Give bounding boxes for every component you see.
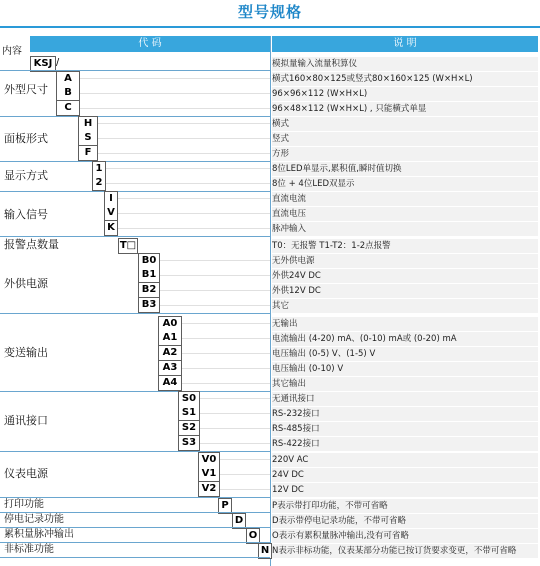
desc-panel-0: 横式 xyxy=(272,116,538,131)
label-panel: 面板形式 xyxy=(4,132,48,145)
code-size-2: C xyxy=(56,101,80,116)
desc-input-2: 脉冲输入 xyxy=(272,221,538,236)
code-print: P xyxy=(218,498,232,514)
desc-transmit-4: 其它输出 xyxy=(272,376,538,391)
label-alarm: 报警点数量 xyxy=(4,238,59,251)
desc-supply-2: 12V DC xyxy=(272,482,538,497)
code-leader xyxy=(200,428,270,429)
title-underline xyxy=(0,26,540,28)
code-leader xyxy=(106,183,270,184)
code-alarm: T□ xyxy=(118,238,138,254)
code-leader xyxy=(182,368,270,369)
desc-comm-1: RS-232接口 xyxy=(272,406,538,421)
code-input-1: V xyxy=(104,206,118,221)
group-sep xyxy=(0,313,270,314)
desc-poweroff: D表示带停电记录功能，不带可省略 xyxy=(272,513,538,528)
code-leader xyxy=(80,78,270,79)
code-leader xyxy=(160,275,270,276)
desc-panel-1: 竖式 xyxy=(272,131,538,146)
code-transmit-1: A1 xyxy=(158,331,182,346)
code-power_out-2: B2 xyxy=(138,283,160,298)
desc-size-2: 96×48×112 (W×H×L) , 只能横式单显 xyxy=(272,101,538,116)
code-slash: / xyxy=(56,57,60,68)
group-sep xyxy=(0,191,270,192)
header-desc: 说 明 xyxy=(272,36,538,52)
label-input: 输入信号 xyxy=(4,208,48,221)
desc-power_out-1: 外供24V DC xyxy=(272,268,538,283)
desc-transmit-0: 无输出 xyxy=(272,316,538,331)
desc-comm-0: 无通讯接口 xyxy=(272,391,538,406)
code-comm-0: S0 xyxy=(178,391,200,407)
desc-transmit-2: 电压输出 (0-5) V、(1-5) V xyxy=(272,346,538,361)
group-sep xyxy=(0,161,270,162)
desc-panel-2: 方形 xyxy=(272,146,538,161)
group-sep xyxy=(0,451,270,452)
label-display: 显示方式 xyxy=(4,169,48,182)
desc-pulse: O表示有累积量脉冲输出,没有可省略 xyxy=(272,528,538,543)
desc-ksj: 模拟量输入流量积算仪 xyxy=(272,56,538,71)
desc-input-1: 直流电压 xyxy=(272,206,538,221)
code-leader xyxy=(160,305,270,306)
desc-alarm: T0：无报警 T1-T2：1-2点报警 xyxy=(272,238,538,253)
code-display-1: 2 xyxy=(92,176,106,191)
code-leader xyxy=(220,474,270,475)
code-leader xyxy=(182,383,270,384)
header-code: 代 码 xyxy=(30,36,270,52)
label-supply: 仪表电源 xyxy=(4,467,48,480)
group-sep xyxy=(0,391,270,392)
code-leader xyxy=(98,138,270,139)
code-transmit-4: A4 xyxy=(158,376,182,391)
code-power_out-1: B1 xyxy=(138,268,160,283)
group-sep xyxy=(0,116,270,117)
desc-print: P表示带打印功能，不带可省略 xyxy=(272,498,538,513)
row-sep xyxy=(0,557,270,558)
label-comm: 通讯接口 xyxy=(4,414,48,427)
code-transmit-0: A0 xyxy=(158,316,182,332)
code-comm-2: S2 xyxy=(178,421,200,436)
desc-power_out-3: 其它 xyxy=(272,298,538,313)
code-input-2: K xyxy=(104,221,118,236)
desc-divider xyxy=(270,36,271,566)
code-leader xyxy=(220,459,270,460)
code-power_out-3: B3 xyxy=(138,298,160,313)
code-leader xyxy=(80,93,270,94)
code-leader xyxy=(182,353,270,354)
code-transmit-3: A3 xyxy=(158,361,182,376)
code-leader xyxy=(182,338,270,339)
code-leader xyxy=(98,153,270,154)
label-power_out: 外供电源 xyxy=(4,277,48,290)
code-display-0: 1 xyxy=(92,161,106,177)
row-sep xyxy=(0,70,270,71)
code-size-0: A xyxy=(56,71,80,87)
code-leader xyxy=(106,168,270,169)
code-leader xyxy=(118,198,270,199)
label-pulse: 累积量脉冲输出 xyxy=(4,529,74,540)
desc-comm-3: RS-422接口 xyxy=(272,436,538,451)
desc-transmit-3: 电压输出 (0-10) V xyxy=(272,361,538,376)
code-panel-2: F xyxy=(78,146,98,161)
code-leader xyxy=(80,108,270,109)
desc-nonstd: N表示非标功能，仪表某部分功能已按订货要求变更，不带可省略 xyxy=(272,543,538,558)
code-leader xyxy=(200,413,270,414)
desc-input-0: 直流电流 xyxy=(272,191,538,206)
code-leader xyxy=(118,213,270,214)
label-nonstd: 非标准功能 xyxy=(4,544,54,555)
code-pulse: O xyxy=(246,528,260,544)
label-poweroff: 停电记录功能 xyxy=(4,514,64,525)
code-comm-1: S1 xyxy=(178,406,200,421)
code-supply-2: V2 xyxy=(198,482,220,497)
code-power_out-0: B0 xyxy=(138,253,160,269)
code-panel-1: S xyxy=(78,131,98,146)
page-title: 型号规格 xyxy=(237,3,302,21)
desc-size-1: 96×96×112 (W×H×L) xyxy=(272,86,538,101)
desc-supply-0: 220V AC xyxy=(272,452,538,467)
desc-power_out-2: 外供12V DC xyxy=(272,283,538,298)
code-transmit-2: A2 xyxy=(158,346,182,361)
code-leader xyxy=(182,323,270,324)
code-leader xyxy=(118,228,270,229)
label-print: 打印功能 xyxy=(4,499,44,510)
header-inner: 内容 xyxy=(2,46,22,57)
label-size: 外型尺寸 xyxy=(4,83,48,96)
code-leader xyxy=(160,290,270,291)
code-supply-0: V0 xyxy=(198,452,220,468)
code-ksj: KSJ xyxy=(30,56,56,72)
code-leader xyxy=(200,443,270,444)
code-supply-1: V1 xyxy=(198,467,220,482)
desc-comm-2: RS-485接口 xyxy=(272,421,538,436)
code-leader xyxy=(200,398,270,399)
desc-display-0: 8位LED单显示,累积值,瞬时值切换 xyxy=(272,161,538,176)
code-panel-0: H xyxy=(78,116,98,132)
desc-transmit-1: 电流输出 (4-20) mA、(0-10) mA或 (0-20) mA xyxy=(272,331,538,346)
code-nonstd: N xyxy=(258,543,272,559)
desc-size-0: 横式160×80×125或竖式80×160×125 (W×H×L) xyxy=(272,71,538,86)
code-leader xyxy=(98,123,270,124)
desc-display-1: 8位 + 4位LED双显示 xyxy=(272,176,538,191)
code-leader xyxy=(160,260,270,261)
code-poweroff: D xyxy=(232,513,246,529)
code-input-0: I xyxy=(104,191,118,207)
desc-supply-1: 24V DC xyxy=(272,467,538,482)
code-comm-3: S3 xyxy=(178,436,200,451)
code-leader xyxy=(220,489,270,490)
desc-power_out-0: 无外供电源 xyxy=(272,253,538,268)
code-size-1: B xyxy=(56,86,80,101)
label-transmit: 变送输出 xyxy=(4,346,48,359)
